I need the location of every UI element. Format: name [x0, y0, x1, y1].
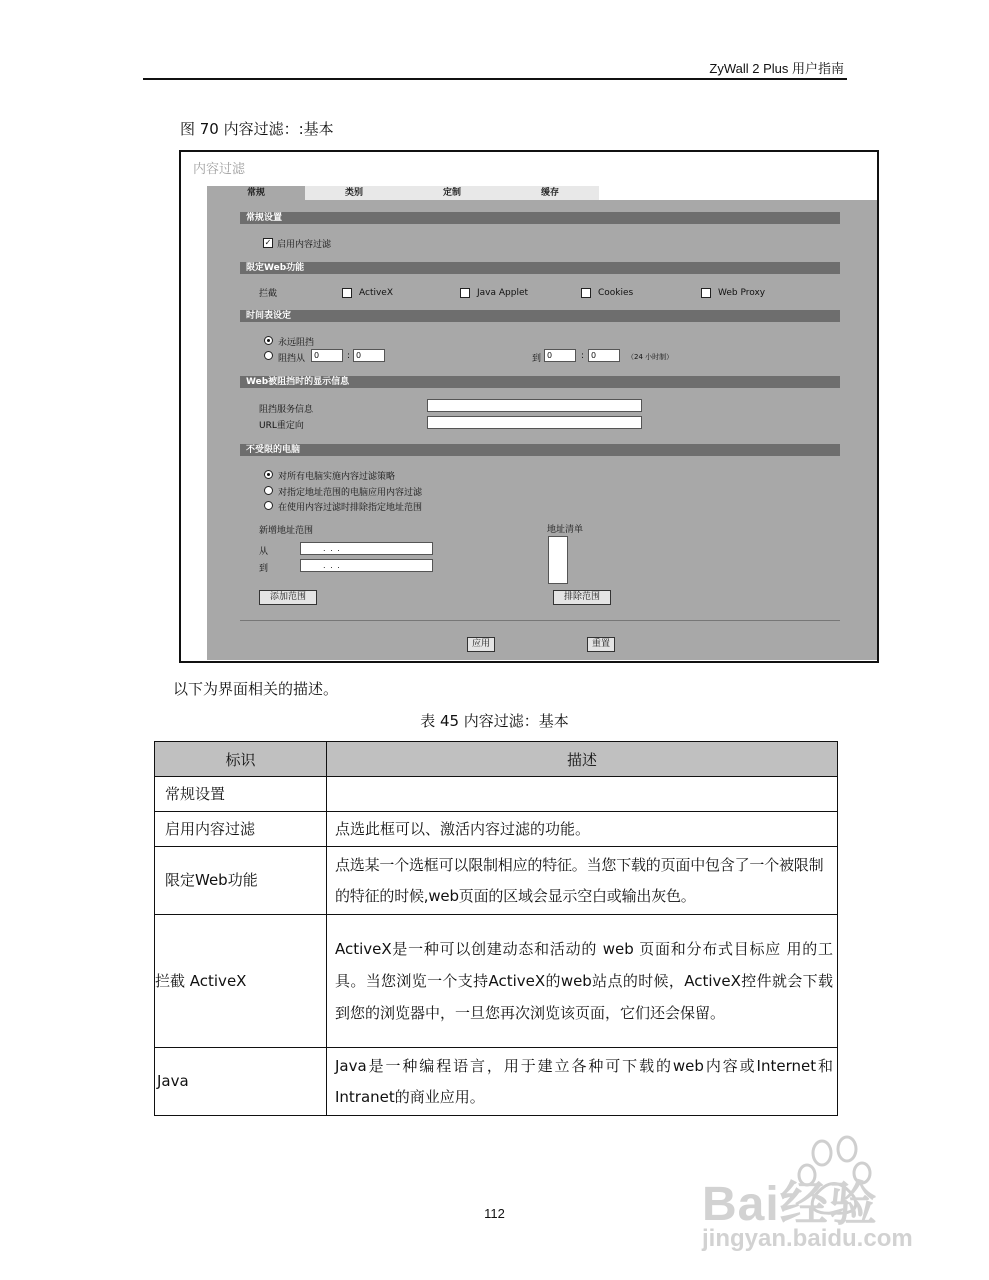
redirect-url-input[interactable]	[427, 416, 642, 429]
trusted-option-exclude-radio[interactable]	[264, 501, 273, 510]
row-desc: 点选某一个选框可以限制相应的特征。当您下载的页面中包含了一个被限制的特征的时候,web页面的区域会显示空白或输出灰色。	[327, 847, 838, 915]
cookies-checkbox[interactable]	[581, 288, 591, 298]
panel-divider	[240, 620, 840, 621]
activex-label: ActiveX	[359, 288, 394, 298]
baidu-watermark	[702, 1135, 932, 1265]
table-header-row	[155, 742, 838, 777]
from-hour-input[interactable]: 0	[311, 349, 343, 362]
trusted-option-include-radio[interactable]	[264, 486, 273, 495]
table-row	[155, 1048, 838, 1116]
enable-filter-checkbox[interactable]: ✓	[264, 238, 272, 247]
tab-cache[interactable]: 缓存	[501, 186, 599, 200]
header-title: ZyWall 2 Plus 用户指南	[709, 61, 844, 76]
to-colon: :	[581, 351, 585, 361]
range-to-input[interactable]: . . .	[300, 559, 433, 572]
to-minute-input[interactable]: 0	[588, 349, 620, 362]
row-desc: 点选此框可以、激活内容过滤的功能。	[327, 812, 838, 847]
new-range-label: 新增地址范围	[259, 526, 314, 536]
always-block-label: 永远阻挡	[278, 338, 315, 348]
section-schedule: 时间表设定	[240, 310, 840, 322]
window-title: 内容过滤	[193, 162, 246, 177]
tab-general[interactable]: 常规	[207, 186, 305, 200]
from-minute-input[interactable]: 0	[353, 349, 385, 362]
section-trusted-computers: 不受限的电脑	[240, 444, 840, 456]
address-list-label: 地址清单	[547, 525, 584, 535]
section-restrict-web: 限定Web功能	[240, 262, 840, 274]
denied-message-label: 阻挡服务信息	[259, 405, 314, 415]
row-label: Java	[155, 1048, 327, 1116]
block-label: 拦截	[259, 289, 278, 299]
table-row	[155, 777, 838, 812]
tab-customize[interactable]: 定制	[403, 186, 501, 200]
denied-message-input[interactable]	[427, 399, 642, 412]
table-header-desc: 描述	[327, 742, 838, 777]
table-row	[155, 847, 838, 915]
remove-range-button[interactable]: 排除范围	[553, 590, 611, 605]
range-to-label: 到	[259, 564, 269, 574]
settings-panel	[207, 200, 877, 660]
reset-button[interactable]: 重置	[587, 637, 615, 652]
table-row	[155, 915, 838, 1048]
trusted-option-include-label: 对指定地址范围的电脑应用内容过滤	[278, 488, 423, 498]
screenshot-frame	[179, 150, 879, 663]
to-label: 到	[532, 354, 542, 364]
hour-format-hint: （24 小时制）	[627, 353, 674, 361]
row-label: 拦截 ActiveX	[155, 915, 327, 1048]
tab-categories[interactable]: 类别	[305, 186, 403, 200]
trusted-option-exclude-label: 在使用内容过滤时排除指定地址范围	[278, 503, 423, 513]
header-rule	[143, 78, 847, 80]
add-range-button[interactable]: 添加范围	[259, 590, 317, 605]
trusted-option-all-label: 对所有电脑实施内容过滤策略	[278, 472, 396, 482]
web-proxy-checkbox[interactable]	[701, 288, 711, 298]
range-from-input[interactable]: . . .	[300, 542, 433, 555]
figure-caption: 图 70 内容过滤：:基本	[180, 120, 334, 138]
row-desc: ActiveX是一种可以创建动态和活动的 web 页面和分布式目标应 用的工具。当您浏览一个支持ActiveX的web站点的时候，ActiveX控件就会下载到您的浏览器中，一旦您再次浏览该页面，它们还会保留。	[327, 915, 838, 1048]
table-row	[155, 812, 838, 847]
description-intro: 以下为界面相关的描述。	[173, 680, 339, 698]
row-label: 限定Web功能	[155, 847, 327, 915]
activex-checkbox[interactable]	[342, 288, 352, 298]
redirect-url-label: URL重定向	[259, 421, 304, 431]
row-desc: Java是一种编程语言，用于建立各种可下载的web内容或Internet和Intranet的商业应用。	[327, 1048, 838, 1116]
always-block-radio[interactable]	[264, 336, 273, 345]
block-from-radio[interactable]	[264, 351, 273, 360]
row-desc	[327, 777, 838, 812]
block-from-label: 阻挡从	[278, 354, 306, 364]
enable-filter-label: 启用内容过滤	[277, 240, 332, 250]
watermark-brand: Bai经验	[702, 1178, 878, 1231]
watermark-url: jingyan.baidu.com	[702, 1225, 913, 1252]
java-applet-checkbox[interactable]	[460, 288, 470, 298]
row-label: 启用内容过滤	[155, 812, 327, 847]
section-general: 常规设置	[240, 212, 840, 224]
cookies-label: Cookies	[598, 288, 634, 298]
description-table	[154, 741, 838, 1116]
web-proxy-label: Web Proxy	[718, 288, 766, 298]
section-blocked-message: Web被阻挡时的显示信息	[240, 376, 840, 388]
tab-bar	[207, 186, 599, 200]
from-colon: :	[347, 351, 351, 361]
address-list-box[interactable]	[548, 536, 568, 584]
apply-button[interactable]: 应用	[467, 637, 495, 652]
table-header-label: 标识	[155, 742, 327, 777]
table-caption: 表 45 内容过滤：基本	[420, 712, 569, 730]
trusted-option-all-radio[interactable]	[264, 470, 273, 479]
java-applet-label: Java Applet	[477, 288, 529, 298]
page-number: 112	[484, 1206, 505, 1221]
row-label: 常规设置	[155, 777, 327, 812]
to-hour-input[interactable]: 0	[544, 349, 576, 362]
range-from-label: 从	[259, 547, 269, 557]
